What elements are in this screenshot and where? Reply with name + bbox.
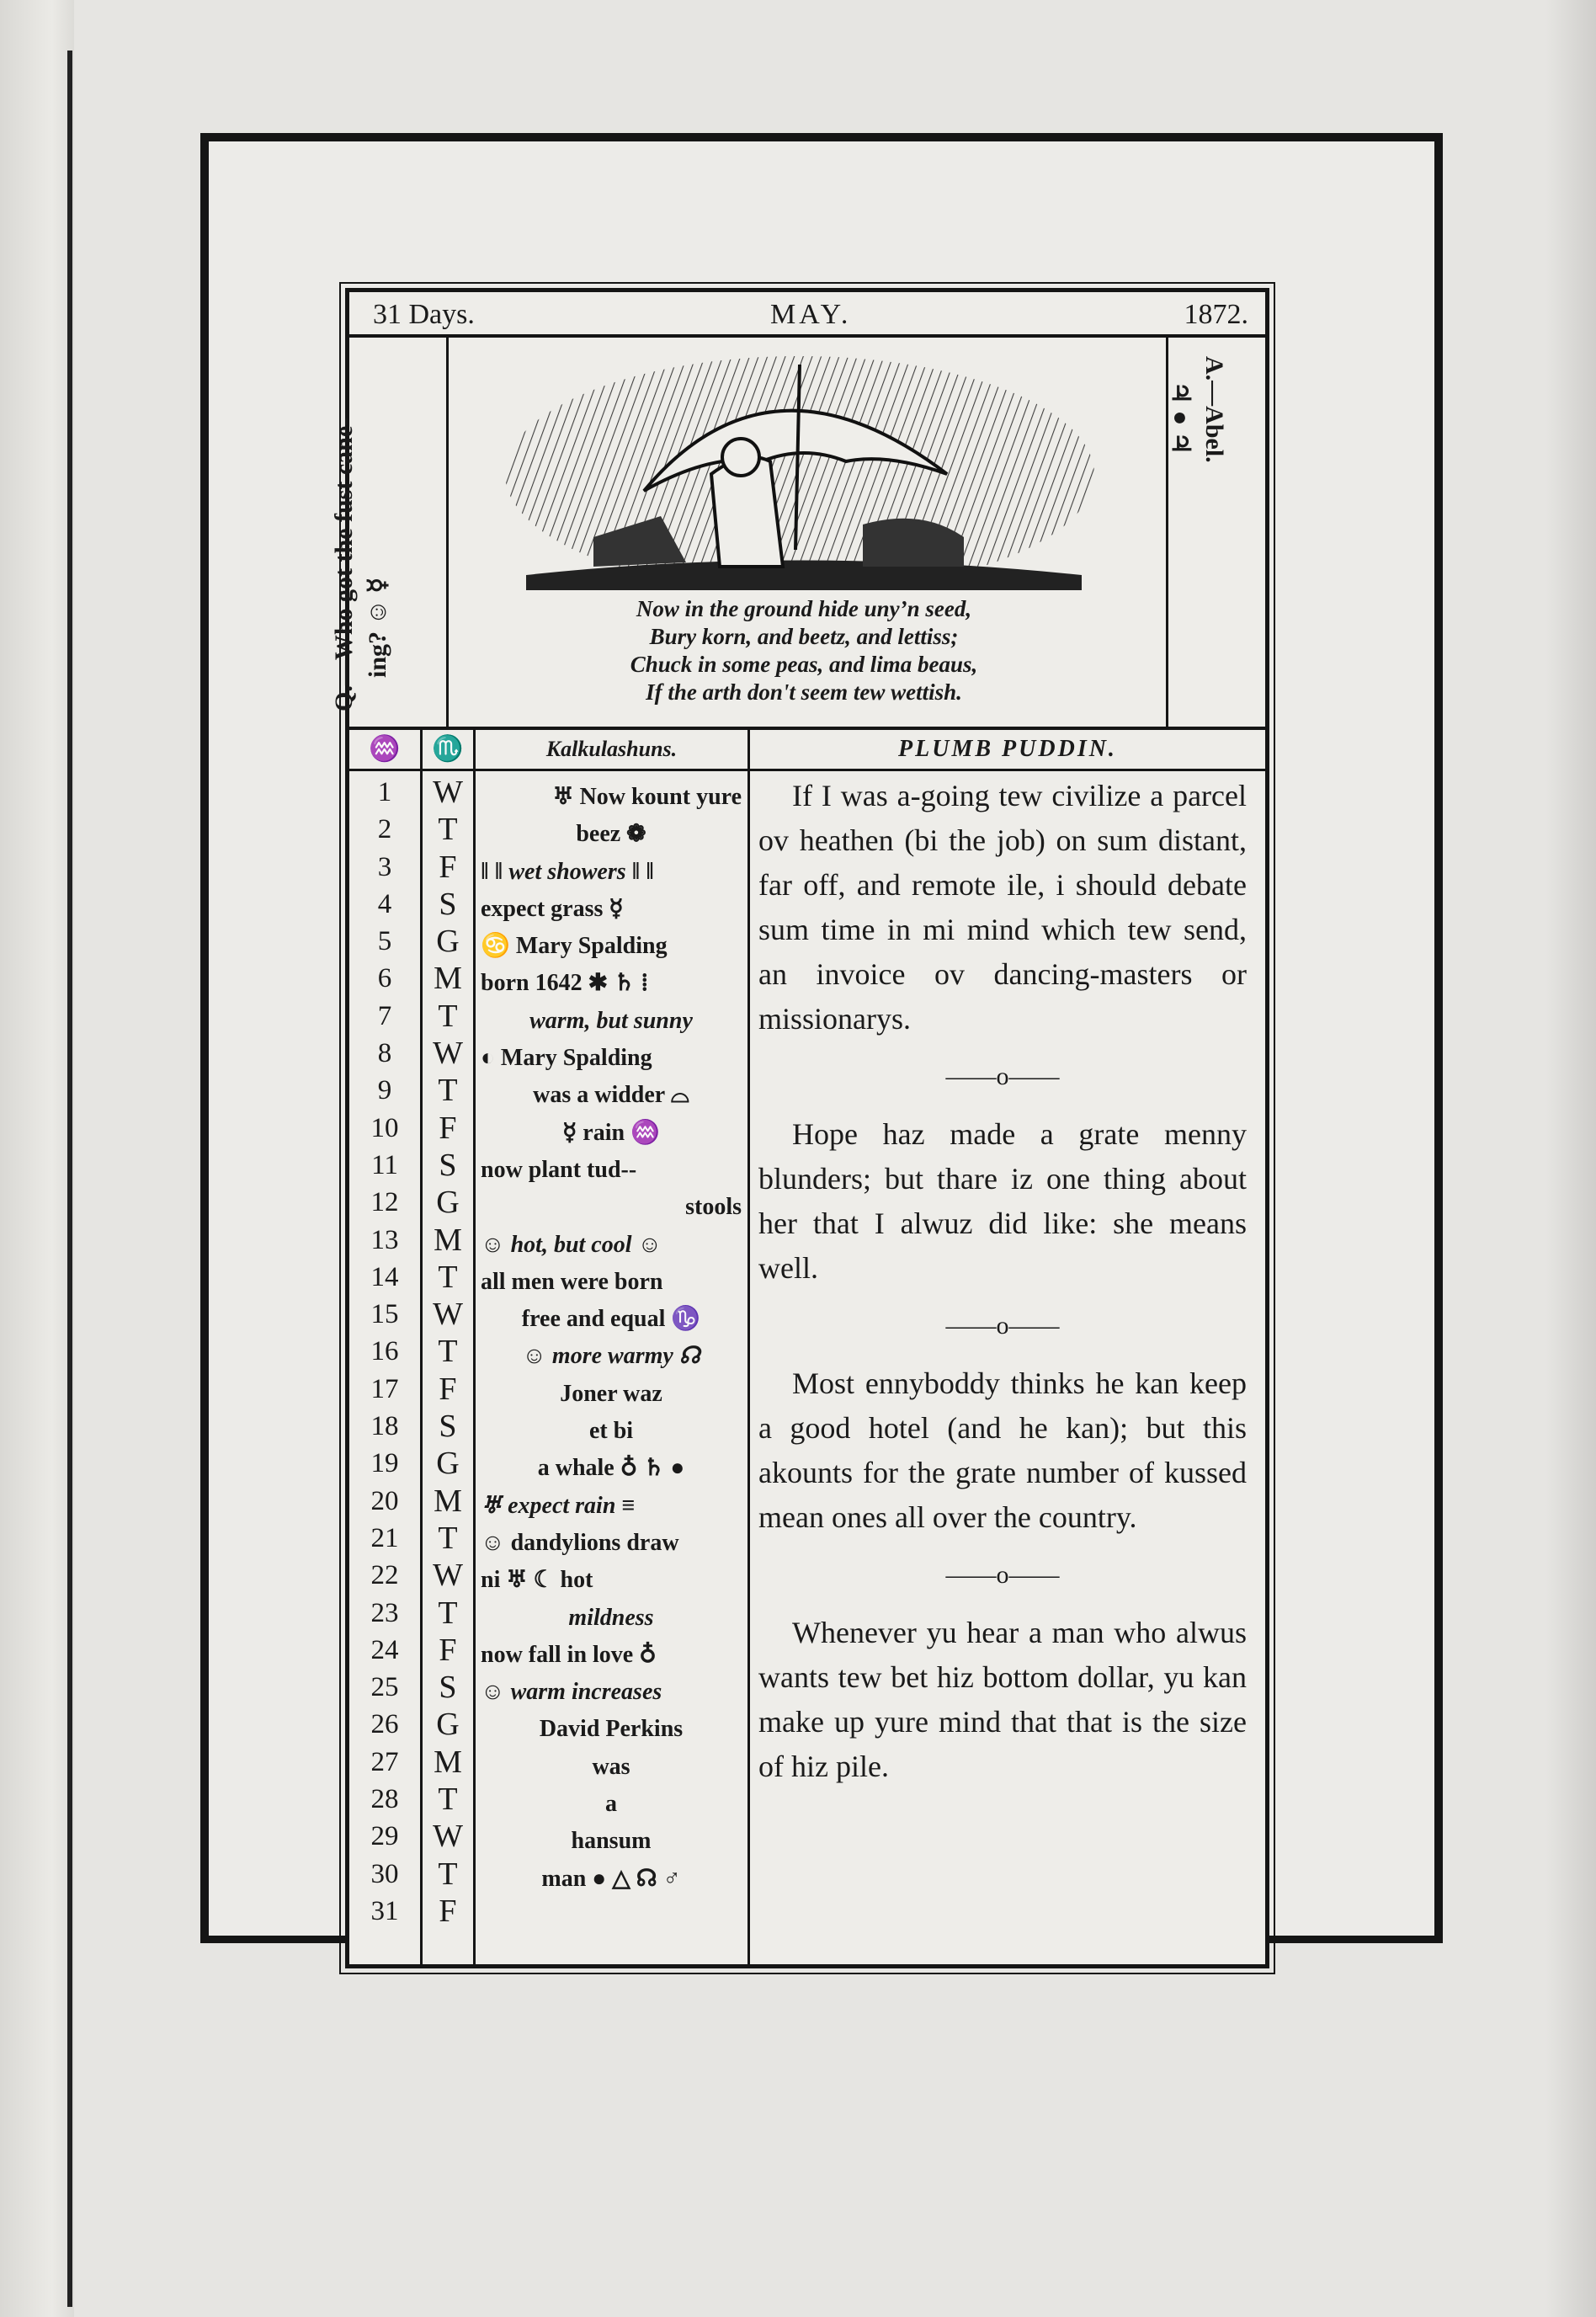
weekday-letters xyxy=(423,774,473,1930)
weekday-letter: M xyxy=(434,1483,462,1519)
day-number: 16 xyxy=(370,1336,399,1367)
calculation-line: beez ❁ xyxy=(576,821,646,848)
calendar-table xyxy=(349,730,1265,1964)
weekday-letter: G xyxy=(436,924,460,960)
paragraph: Most ennyboddy thinks he kan keep a good hotel (and he kan); but this akounts for the grate number of kussed mean ones all over the country. xyxy=(758,1366,1247,1534)
aquarius-icon: ♒ xyxy=(349,730,420,771)
calculation-line: was a widder ⌓ xyxy=(533,1082,689,1109)
day-number: 19 xyxy=(370,1448,399,1479)
weekday-letter: M xyxy=(434,961,462,997)
day-number: 15 xyxy=(370,1299,399,1330)
weekday-letter: W xyxy=(433,775,463,810)
year-label: 1872. xyxy=(1184,299,1248,330)
calculation-line: man ● △ ☊ ♂ xyxy=(541,1865,681,1892)
weekday-letter: T xyxy=(438,1073,458,1109)
calculation-line: ♅ expect rain ≡ xyxy=(481,1492,636,1519)
poem-line: Bury korn, and beetz, and lettiss; xyxy=(649,624,959,649)
divider: ——o—— xyxy=(945,1063,1060,1090)
weekday-letter: M xyxy=(434,1744,462,1780)
calculation-line: ♋ Mary Spalding xyxy=(481,933,668,960)
calculation-line: ‖ ‖ wet showers ‖ ‖ xyxy=(481,858,654,885)
weekday-letter: S xyxy=(439,1670,457,1706)
day-number: 9 xyxy=(377,1075,392,1106)
top-section xyxy=(330,338,1265,730)
day-number-column xyxy=(349,730,423,1964)
calculation-line: ☺ dandylions draw xyxy=(481,1529,679,1556)
days-count: 31 Days. xyxy=(373,299,475,330)
calculation-line: ☺ warm increases xyxy=(481,1679,662,1706)
weekday-letter: T xyxy=(438,1856,458,1892)
weekday-letter: F xyxy=(439,1110,457,1146)
weekday-letter: G xyxy=(436,1707,460,1743)
day-number: 4 xyxy=(377,888,392,919)
calculation-line: warm, but sunny xyxy=(529,1007,693,1034)
paragraph: Hope haz made a grate menny blunders; but thare iz one thing about her that I alwuz did like: she means well. xyxy=(758,1117,1247,1285)
calculations-column xyxy=(476,730,750,1964)
day-number: 22 xyxy=(370,1560,399,1591)
book-binding-edge xyxy=(0,0,74,2317)
calculation-line: born 1642 ✱ ♄ ⁞ xyxy=(481,970,649,997)
calculation-line: stools xyxy=(685,1194,742,1221)
day-number: 2 xyxy=(377,814,392,845)
calculation-line: ☿ rain ♒ xyxy=(562,1119,660,1146)
day-number: 20 xyxy=(370,1485,399,1516)
weekday-letter: T xyxy=(438,1334,458,1370)
weekday-letter: W xyxy=(433,1036,463,1072)
weekday-letter: F xyxy=(439,1371,457,1407)
day-numbers xyxy=(349,774,420,1930)
day-number: 25 xyxy=(370,1672,399,1703)
divider: ——o—— xyxy=(945,1561,1060,1589)
calculation-line: et bi xyxy=(588,1418,634,1445)
calculation-line: Joner waz xyxy=(560,1380,662,1407)
day-number: 31 xyxy=(370,1895,399,1926)
weekday-letter: F xyxy=(439,1632,457,1668)
question-text xyxy=(327,349,395,711)
answer-column xyxy=(1166,338,1265,727)
answer-text xyxy=(1163,356,1231,463)
weekday-letter: T xyxy=(438,1595,458,1631)
day-number: 11 xyxy=(371,1149,398,1180)
weekday-letter: S xyxy=(439,1409,457,1445)
day-number: 27 xyxy=(370,1746,399,1777)
calculation-line: all men were born xyxy=(481,1268,663,1295)
calculation-line: mildness xyxy=(568,1604,654,1631)
day-number: 12 xyxy=(370,1187,399,1218)
scorpio-icon: ♏ xyxy=(423,730,473,771)
day-number: 29 xyxy=(370,1821,399,1852)
weekday-letter: F xyxy=(439,849,457,885)
day-number: 28 xyxy=(370,1784,399,1815)
month-title: MAY. xyxy=(770,299,852,330)
weekday-letter: T xyxy=(438,812,458,848)
weekday-letter: T xyxy=(438,1782,458,1818)
weekday-letter: T xyxy=(438,1520,458,1556)
calculation-line: hansum xyxy=(571,1828,652,1855)
calculation-line: ◐ Mary Spalding xyxy=(481,1045,652,1072)
umbrella-rain-engraving-icon xyxy=(492,348,1107,590)
paragraph: Whenever yu hear a man who alwus wants tew bet hiz bottom dollar, yu kan make up yure mind that that is the size of hiz pile. xyxy=(758,1616,1247,1783)
weekday-letter: T xyxy=(438,998,458,1034)
weekday-letter: F xyxy=(439,1893,457,1929)
weekday-letter: W xyxy=(433,1297,463,1333)
weekday-letter: W xyxy=(433,1819,463,1855)
weekday-letter: W xyxy=(433,1558,463,1594)
page-edge-shadow xyxy=(1545,0,1596,2317)
day-number: 24 xyxy=(370,1634,399,1665)
plumb-puddin-column xyxy=(750,730,1265,1964)
day-number: 26 xyxy=(370,1709,399,1740)
poem-line: If the arth don't seem tew wettish. xyxy=(646,679,962,705)
calculation-line: ni ♅ ☾ hot xyxy=(481,1567,593,1594)
day-number: 21 xyxy=(370,1522,399,1553)
calculation-line: now fall in love ♁ xyxy=(481,1641,657,1668)
almanac-header xyxy=(349,292,1265,338)
calculations-list xyxy=(481,779,742,1898)
weekday-letter: M xyxy=(434,1222,462,1258)
calculation-line: a whale ♁ ♄ ● xyxy=(537,1455,685,1482)
paragraph: If I was a-going tew civilize a parcel ov heathen (bi the job) on sum distant, far off, and remote ile, i should debate sum time in mi mind which tew send, an invoice ov dancing-masters or missionarys. xyxy=(758,779,1247,1036)
calculations-heading: Kalkulashuns. xyxy=(476,730,747,771)
calculation-line: a xyxy=(605,1791,617,1818)
almanac-page xyxy=(330,288,1269,1968)
weekday-letter: S xyxy=(439,886,457,922)
day-number: 14 xyxy=(370,1261,399,1292)
binding-line xyxy=(67,51,72,2307)
weekday-letter: S xyxy=(439,1147,457,1183)
day-number: 13 xyxy=(370,1224,399,1255)
weekday-letter: G xyxy=(436,1185,460,1221)
day-number: 8 xyxy=(377,1038,392,1069)
calculation-line: was xyxy=(592,1753,630,1780)
calculation-line: David Perkins xyxy=(539,1716,684,1743)
calculation-line: ♅ Now kount yure xyxy=(552,784,742,810)
plumb-puddin-heading: PLUMB PUDDIN. xyxy=(750,730,1265,771)
day-number: 1 xyxy=(377,777,392,807)
calculation-line: ☺ hot, but cool ☺ xyxy=(481,1231,662,1258)
answer-line: A.—Abel. xyxy=(1200,356,1228,463)
day-number: 6 xyxy=(377,963,392,994)
weekday-letter: T xyxy=(438,1259,458,1295)
day-number: 18 xyxy=(370,1411,399,1442)
question-line-2: ing? ☺ ☿ xyxy=(364,577,391,678)
weekday-letter: G xyxy=(436,1446,460,1482)
question-line-1: Q.—Who got the fust cane- xyxy=(330,417,358,711)
day-number: 17 xyxy=(370,1373,399,1404)
poem-line: Chuck in some peas, and lima beaus, xyxy=(630,652,978,677)
calculation-line: free and equal ♑ xyxy=(521,1306,701,1333)
calculation-line: ☺ more warmy ☊ xyxy=(522,1343,700,1370)
poem-line: Now in the ground hide uny’n seed, xyxy=(636,596,972,621)
weekday-column xyxy=(423,730,476,1964)
answer-symbols: ♃ ● ♃ xyxy=(1167,381,1194,455)
calculation-line: now plant tud-- xyxy=(481,1156,637,1183)
calculation-line: expect grass ☿ xyxy=(481,895,624,922)
day-number: 5 xyxy=(377,926,392,957)
prose-text xyxy=(758,774,1247,1789)
day-number: 3 xyxy=(377,851,392,882)
day-number: 30 xyxy=(370,1858,399,1889)
poem xyxy=(467,595,1141,706)
divider: ——o—— xyxy=(945,1312,1060,1340)
day-number: 7 xyxy=(377,1000,392,1031)
question-column xyxy=(330,338,449,727)
day-number: 23 xyxy=(370,1597,399,1628)
day-number: 10 xyxy=(370,1112,399,1143)
